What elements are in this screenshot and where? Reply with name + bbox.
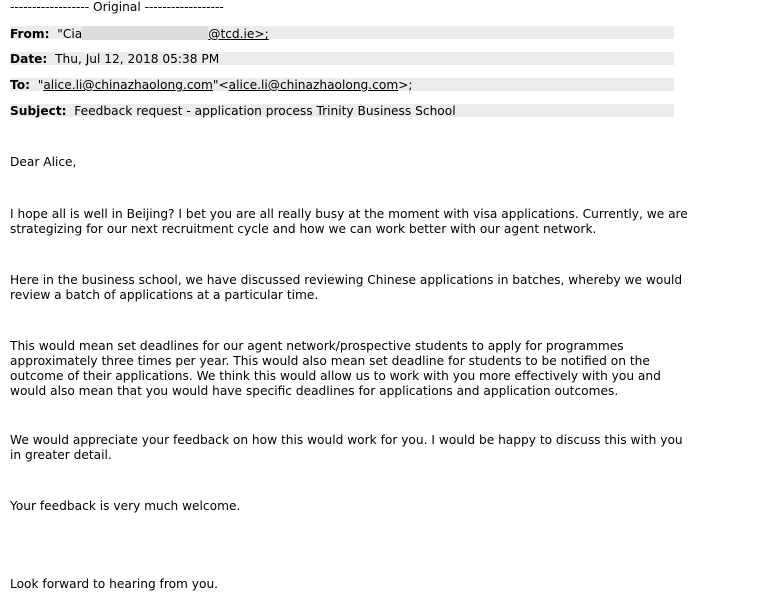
- to-label: To:: [10, 78, 30, 92]
- date-row: [10, 52, 674, 65]
- subject-row: [10, 104, 674, 117]
- body-paragraph-3: This would mean set deadlines for our agent network/prospective students to apply for programmes approximately three times per year. This would also mean set deadline for students to be notified on the outcome of their applications. We think this would allow us to work with you more effectively with you and would also mean that you would have specific deadlines for applications and application outcomes.: [10, 339, 661, 398]
- body-paragraph-1: I hope all is well in Beijing? I bet you are all really busy at the moment with visa applications. Currently, we are strategizing for our next recruitment cycle and how we can work better with our agent network.: [10, 207, 688, 236]
- to-name-link[interactable]: alice.li@chinazhaolong.com: [43, 78, 213, 92]
- to-mid: "<: [212, 78, 229, 92]
- original-message-separator: ------------------ Original ------------------: [10, 0, 224, 14]
- from-name-prefix: "Cia: [57, 27, 83, 41]
- redacted-sender: [82, 26, 208, 40]
- to-address-link[interactable]: alice.li@chinazhaolong.com: [228, 78, 399, 92]
- to-row: [10, 78, 674, 91]
- body-paragraph-4: We would appreciate your feedback on how this would work for you. I would be happy to discuss this with you in greater detail.: [10, 433, 683, 462]
- greeting: Dear Alice,: [10, 155, 77, 169]
- date-value: Thu, Jul 12, 2018 05:38 PM: [55, 52, 220, 66]
- body-paragraph-5: Your feedback is very much welcome.: [10, 499, 241, 513]
- subject-value: Feedback request - application process Trinity Business School: [74, 104, 456, 118]
- from-label: From:: [10, 27, 50, 41]
- subject-label: Subject:: [10, 104, 67, 118]
- body-paragraph-2: Here in the business school, we have discussed reviewing Chinese applications in batches, whereby we would review a batch of applications at a particular time.: [10, 273, 683, 302]
- date-label: Date:: [10, 52, 48, 66]
- from-address-suffix[interactable]: @tcd.ie>;: [208, 27, 269, 41]
- from-row: [10, 26, 674, 39]
- to-quote-open: ": [37, 78, 44, 92]
- to-end: >;: [398, 78, 413, 92]
- body-paragraph-6: Look forward to hearing from you.: [10, 577, 219, 591]
